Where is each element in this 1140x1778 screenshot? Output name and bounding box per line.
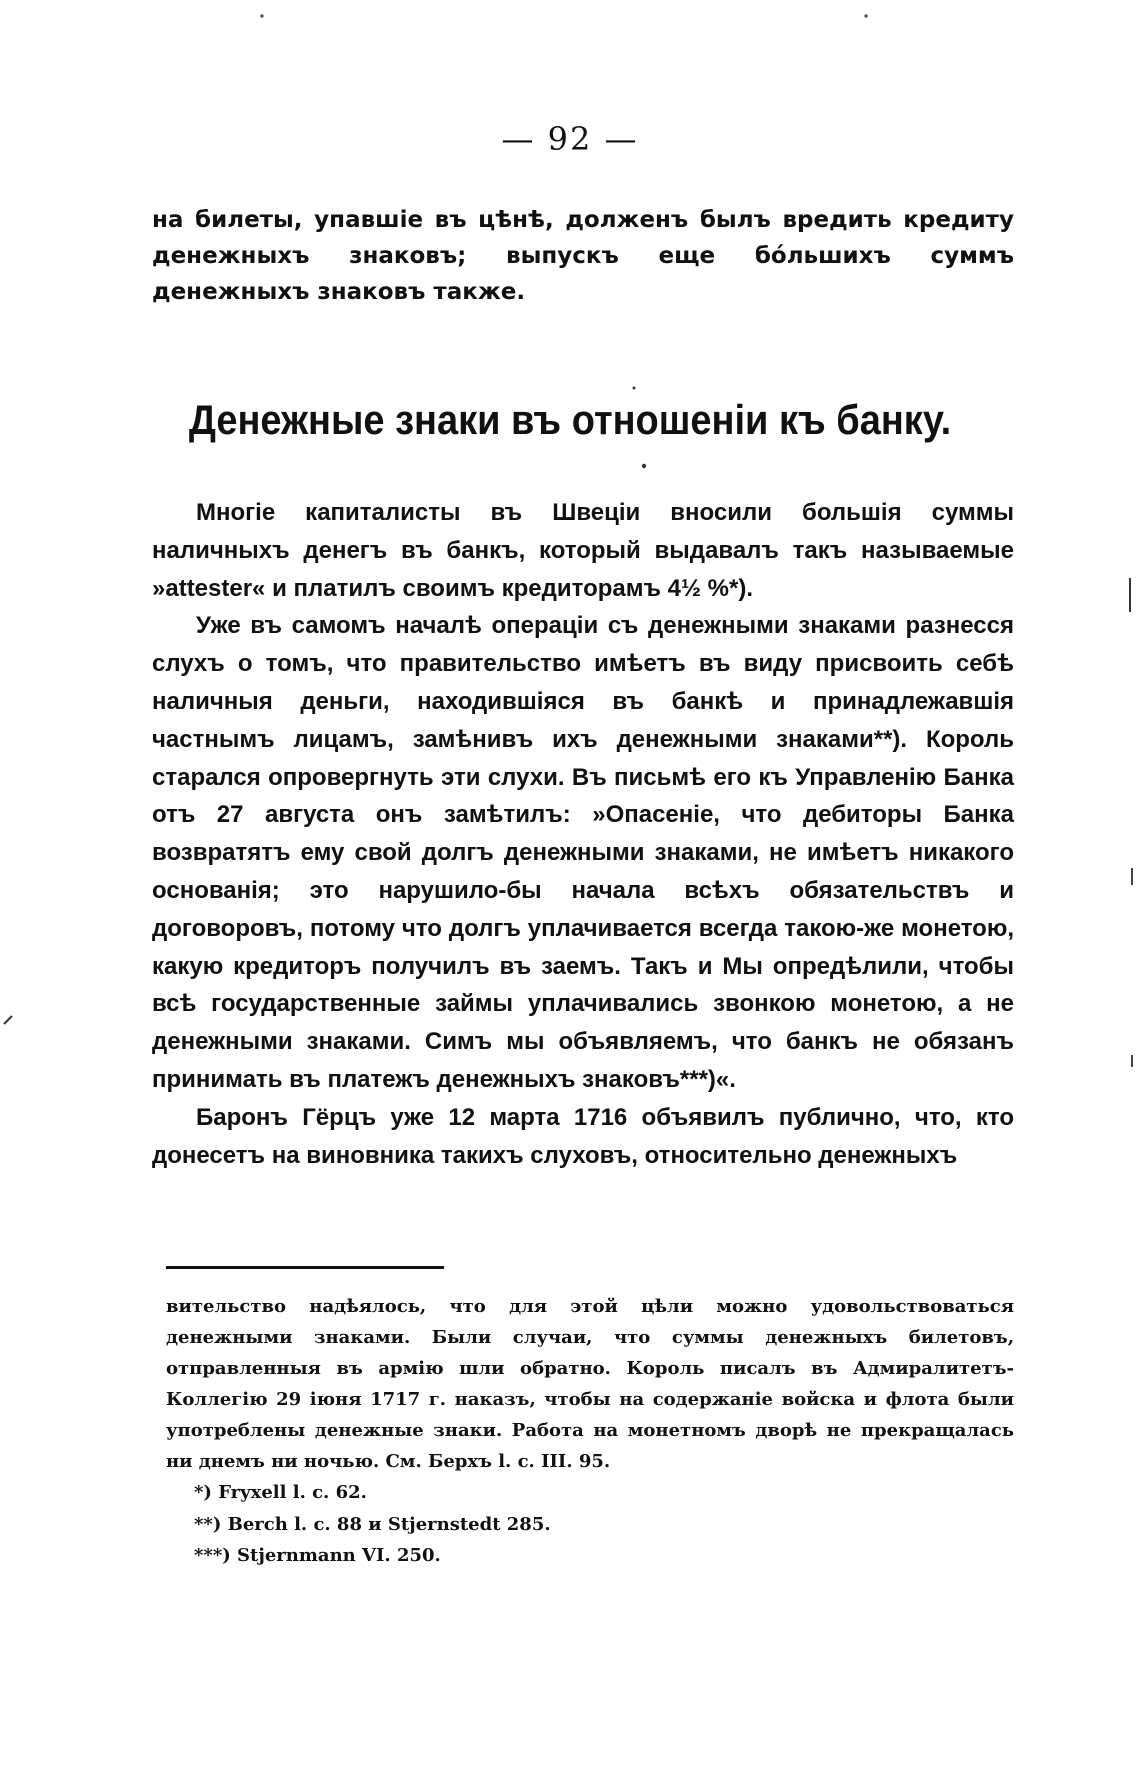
footnote-divider — [166, 1266, 444, 1269]
paragraph-3: Баронъ Гёрцъ уже 12 марта 1716 объявилъ публично, что, кто донесетъ на виновника такихъ слуховъ, относительно денежныхъ — [152, 1103, 1014, 1169]
paragraph-2: Уже въ самомъ началѣ операціи съ денежными знаками разнесся слухъ о томъ, что правительство имѣетъ въ виду присвоить себѣ наличныя деньги, находившіяся въ банкѣ и принадлежавшія частнымъ лицамъ, замѣнивъ ихъ денежными знаками**). Король старался опровергнуть эти слухи. Въ письмѣ его къ Управленію Банка отъ 27 августа онъ замѣтилъ: »Опасеніе, что дебиторы Банка возвратятъ ему свой долгъ денежными знаками, не имѣетъ никакого основанія; это нарушило-бы начала всѣхъ обязательствъ и договоровъ, потому что долгъ уплачивается всегда такою-же монетою, какую кредиторъ получилъ въ заемъ. Такъ и Мы опредѣлили, чтобы всѣ государственные займы уплачивались звонкою монетою, а не денежными знаками. Симъ мы объявляемъ, что банкъ не обязанъ принимать въ платежъ денежныхъ знаковъ***)«. — [152, 612, 1014, 1093]
page-number: — 92 — — [501, 120, 639, 158]
intro-paragraph-block — [152, 202, 1014, 310]
speck-2 — [633, 387, 636, 390]
footnotes — [166, 1291, 1014, 1572]
speck-4 — [864, 14, 867, 17]
footnote-1: *) Fryxell l. c. 62. — [194, 1482, 367, 1503]
footnote-3: ***) Stjernmann VI. 250. — [194, 1545, 441, 1566]
speck-3 — [260, 14, 263, 17]
margin-mark-4 — [4, 1016, 12, 1024]
speck-1 — [642, 464, 646, 468]
footnote-continuation: вительство надѣялось, что для этой цѣли можно удовольствоваться денежными знаками. Были случаи, что суммы денежныхъ билетовъ, отправленныя въ армію шли обратно. Король писалъ въ Адмиралитетъ-Коллегію 29 іюня 1717 г. наказъ, чтобы на содержаніе войска и флота были употреблены денежные знаки. Работа на монетномъ дворѣ не прекращалась ни днемъ ни ночью. См. Берхъ l. c. III. 95. — [166, 1296, 1014, 1472]
body-text — [152, 494, 1014, 1174]
intro-paragraph: на билеты, упавшіе въ цѣнѣ, долженъ былъ вредить кредиту денежныхъ знаковъ; выпускъ еще бо́льшихъ суммъ денежныхъ знаковъ также. — [152, 207, 1014, 305]
paragraph-1: Многіе капиталисты въ Швеціи вносили большія суммы наличныхъ денегъ въ банкъ, который выдавалъ такъ называемые »attester« и платилъ своимъ кредиторамъ 4½ %*). — [152, 499, 1014, 602]
section-heading: Денежные знаки въ отношеніи къ банку. — [188, 397, 952, 445]
footnote-2: **) Berch l. c. 88 и Stjernstedt 285. — [194, 1513, 551, 1535]
